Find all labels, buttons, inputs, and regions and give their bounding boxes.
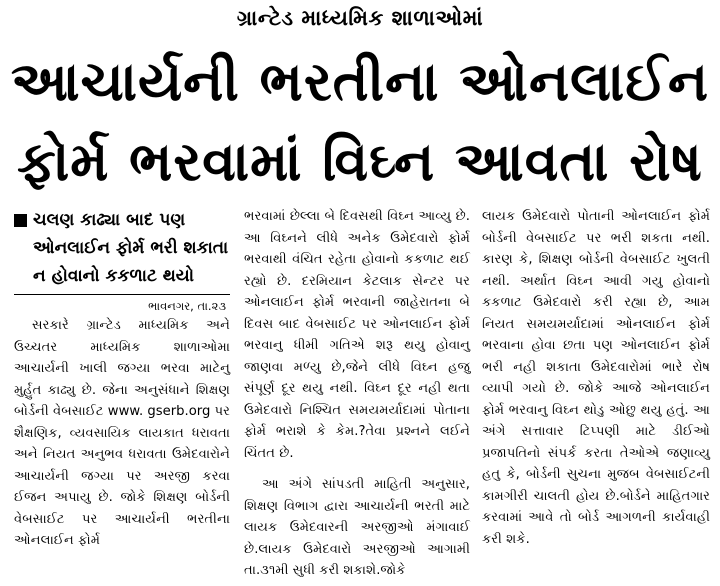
paragraph: આ અંગે સાંપડતી માહિતી અનુસાર, શિક્ષણ વિભાગ દ્વારા આચાર્યની ભરતી માટે લાયક ઉમેદવારની અરજીઓ મંગાવાઈ છે.લાયક ઉમેદવારો અરજીઓ આગામી તા.૩૧મી સુધી કરી શકાશે.જોકે [244,477,470,578]
bullet-square-icon [14,214,27,227]
article-column-2 [244,206,470,582]
paragraph: લાયક ઉમેદવારો પોતાની ઓનલાઈન ફોર્મ બોર્ડની વેબસાઈટ પર ભરી શકતા નથી. કારણ કે, શિક્ષણ બોર્ડની વેબસાઈટ ખુલતી નથી. અર્થાત વિઘ્ન આવી ગયુ હોવાનો કકળાટ ઉમેદવારો કરી રહ્યા છે, આમ નિયત સમયમર્યાદામાં ઓનલાઈન ફોર્મ ભરવાના હોવા છતા પણ ઓનલાઈન ફોર્મ ભરી નહી શકાતા ઉમેદવારોમાં ભારે રોષ વ્યાપી ગયો છે. જોકે આજે ઓનલાઈન ફોર્મ ભરવાનુ વિઘ્ન થોડુ ઓછુ થયુ હતું. આ અંગે સત્તાવાર ટિપ્પણી માટે ડીઈઓ પ્રજાપતિનો સંપર્ક કરતા તેઓએ જણાવ્યુ હતુ કે, બોર્ડની સુચના મુજબ વેબસાઈટની કામગીરી ચાલતી હોય છે.બોર્ડને માહિતગાર કરવામાં આવે તો બોર્ડ આગળની કાર્યવાહી કરી શકે. [482,209,710,547]
article-kicker: ગ્રાન્ટેડ માધ્યમિક શાળાઓમાં [236,6,484,30]
paragraph: સરકારે ગ્રાન્ટેડ માધ્યમિક અને ઉચ્ચતર માધ્યમિક શાળાઓમા આચાર્યની ખાલી જગ્યા ભરવા માટેનુ મુર્હુત કાઢ્યુ છે. જેના અનુસંધાને શિક્ષણ બોર્ડની વેબસાઈટ www. gserb.org પર શૈક્ષણિક, વ્યવસાયિક લાયકાત ધરાવતા અને નિયત અનુભવ ધરાવતા ઉમેદવારોને આચાર્યની જગ્યા પર અરજી કરવા ઈજન અપાયુ છે. જોકે શિક્ષણ બોર્ડની વેબસાઈટ પર આચાર્યની ભરતીના ઓનલાઈન ફોર્મ [14,318,230,548]
divider [14,294,230,295]
subhead-text: ચલણ કાઢ્યા બાદ પણ ઓનલાઈન ફોર્મ ભરી શકાતા ન હોવાનો કકળાટ થયો [33,210,229,286]
subhead [14,206,230,290]
headline-line-1: આચાર્યની ભરતીના ઓનલાઈન [10,50,710,113]
headline-line-2: ફોર્મ ભરવામાં વિઘ્ન આવતા રોષ [17,130,703,193]
article-column-1 [14,206,230,552]
article-column-3 [482,206,710,550]
paragraph: ભરવામાં છેલ્લા બે દિવસથી વિઘ્ન આવ્યુ છે. આ વિઘ્નને લીધે અનેક ઉમેદવારો ફોર્મ ભરવાથી વંચિત રહેતા હોવાનો કકળાટ થઈ રહ્યો છે. દરમિયાન કેટલાક સેન્ટર પર ઓનલાઈન ફોર્મ ભરવાની જાહેરાતના બે દિવસ બાદ વેબસાઈટ પર ઓનલાઈન ફોર્મ ભરવાનુ ધીમી ગતિએ શરૂ થયુ હોવાનુ જાણવા મળ્યુ છે,જેને લીધે વિઘ્ન હજુ સંપૂર્ણ દૂર થયુ નથી. વિઘ્ન દૂર નહી થતા ઉમેદવારો નિશ્ચિત સમયમર્યાદામાં પોતાના ફોર્મ ભરાશે કે કેમ.?તેવા પ્રશ્નને લઈને ચિંતત છે. [244,209,470,461]
dateline: ભાવનગર, તા.૨૩ [148,299,226,313]
